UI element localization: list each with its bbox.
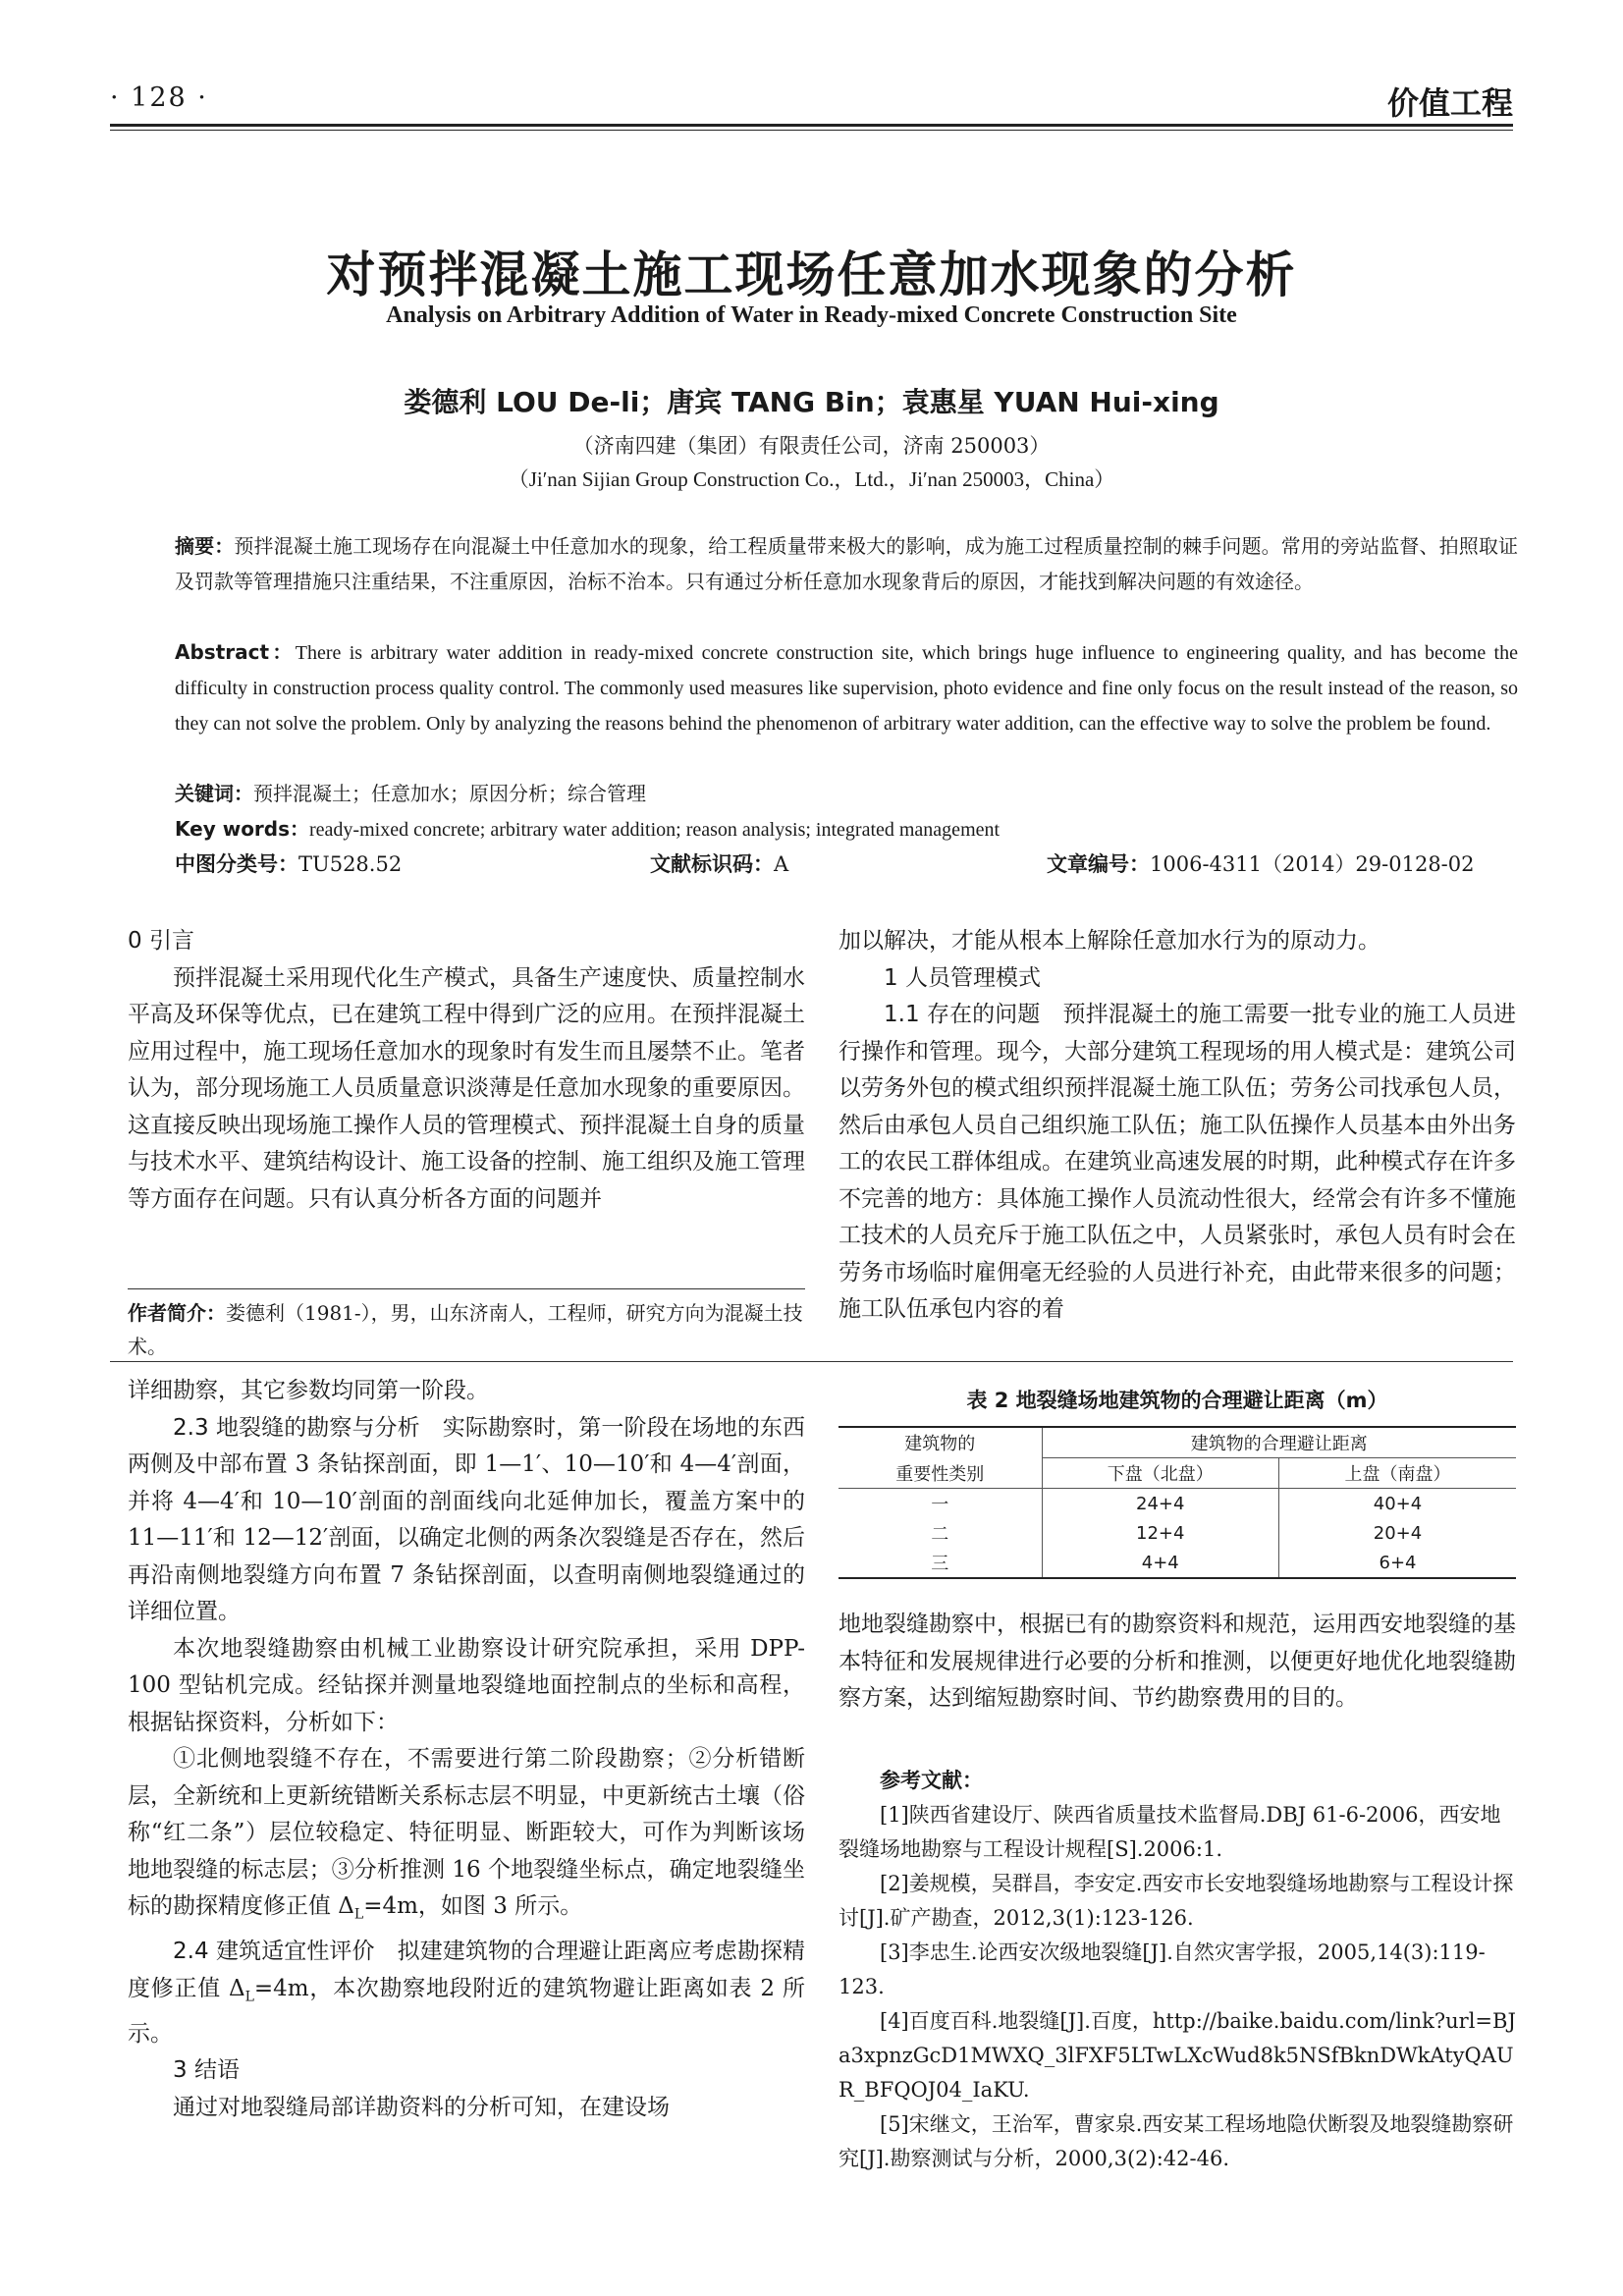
- table-row: 二 12+4 20+4: [839, 1518, 1516, 1548]
- abstract-english-text: There is arbitrary water addition in ready-mixed concrete construction site, which brings huge influence to engineering quality, and has become the difficulty in construction process quality control. The commonly used measures like supervision, photo evidence and fine only focus on the result instead of the reason, so they can not solve the problem. Only by analyzing the reasons behind the phenomenon of arbitrary water addition, can the effective way to solve the problem be found.: [175, 642, 1518, 735]
- body-right-upper: [839, 923, 1516, 1329]
- footnote-text: 娄德利（1981-），男，山东济南人，工程师，研究方向为混凝土技术。: [128, 1301, 803, 1358]
- table-header-down: 下盘（北盘）: [1042, 1458, 1279, 1489]
- paragraph-continued: 加以解决，才能从根本上解除任意加水行为的原动力。: [839, 928, 1380, 954]
- reference-item: [4]百度百科.地裂缝[J].百度，http://baike.baidu.com/link?url=BJa3xpnzGcD1MWXQ_3lFXF5LTwLXcWud8k5NSfBknDWkAtyQAUR_BFQOJ04_IaKU.: [839, 2009, 1516, 2102]
- abstract-chinese-label: 摘要：: [175, 534, 235, 558]
- table-2: [839, 1426, 1516, 1579]
- affiliation-chinese: （济南四建（集团）有限责任公司，济南 250003）: [572, 434, 1051, 458]
- section-heading-intro: 0 引言: [128, 928, 194, 954]
- paragraph-analysis: ①北侧地裂缝不存在，不需要进行第二阶段勘察；②分析错断层，全新统和上更新统错断关系标志层不明显，中更新统古土壤（俗称“红二条”）层位较稳定、特征明显、断距较大，可作为判断该场地地裂缝的标志层；③分析推测 16 个地裂缝坐标点，确定地裂缝坐标的勘探精度修正值 $\Delta_L=4m$，如图 3 所示。: [128, 1746, 805, 1923]
- reference-item: [2]姜规模，吴群昌，李安定.西安市长安地裂缝场地勘察与工程设计探讨[J].矿产勘查，2012,3(1):123-126.: [839, 1872, 1514, 1930]
- header-rule: [110, 124, 1513, 127]
- references: [839, 1764, 1516, 2176]
- paragraph-2-3-lead: 2.3 地裂缝的勘察与分析: [173, 1414, 420, 1441]
- section-heading-staff: 1 人员管理模式: [884, 964, 1041, 991]
- affiliation-english: （Ji′nan Sijian Group Construction Co.，Ltd.，Ji′nan 250003，China）: [508, 467, 1115, 491]
- keywords-english-label: Key words：: [175, 817, 310, 841]
- keywords-english-text: ready-mixed concrete; arbitrary water addition; reason analysis; integrated management: [309, 819, 1001, 841]
- body-left-lower: [128, 1373, 805, 2126]
- keywords-english: [175, 811, 1518, 847]
- journal-name: 价值工程: [1386, 84, 1513, 122]
- table-header-category-b: 重要性类别: [839, 1458, 1042, 1489]
- paragraph-continued-lower: 详细勘察，其它参数均同第一阶段。: [128, 1378, 489, 1403]
- table-header-group: 建筑物的合理避让距离: [1042, 1427, 1516, 1458]
- keywords-chinese-text: 预拌混凝土；任意加水；原因分析；综合管理: [253, 782, 646, 805]
- page-number: · 128 ·: [110, 82, 208, 113]
- abstract-chinese-text: 预拌混凝土施工现场存在向混凝土中任意加水的现象，给工程质量带来极大的影响，成为施工过程质量控制的棘手问题。常用的旁站监督、拍照取证及罚款等管理措施只注重结果，不注重原因，治标不治本。只有通过分析任意加水现象背后的原因，才能找到解决问题的有效途径。: [175, 534, 1519, 593]
- paper-title-english: Analysis on Arbitrary Addition of Water in Ready-mixed Concrete Construction Site: [386, 302, 1237, 328]
- table-header-up: 上盘（南盘）: [1279, 1458, 1517, 1489]
- footnote-label: 作者简介：: [128, 1301, 226, 1325]
- references-heading: 参考文献：: [880, 1769, 983, 1792]
- reference-item: [5]宋继文，王治军，曹家泉.西安某工程场地隐伏断裂及地裂缝勘察研究[J].勘察测试与分析，2000,3(2):42-46.: [839, 2112, 1514, 2170]
- reference-item: [3]李忠生.论西安次级地裂缝[J].自然灾害学报，2005,14(3):119-123.: [839, 1941, 1486, 1998]
- document-code: 文献标识码：A: [650, 852, 789, 876]
- body-right-lower: [839, 1607, 1516, 1718]
- keywords-chinese: [175, 776, 1518, 811]
- paragraph-2-3: 2.3 地裂缝的勘察与分析 实际勘察时，第一阶段在场地的东西两侧及中部布置 3 条钻探剖面，即 1—1′、10—10′和 4—4′剖面，并将 4—4′和 10—10′剖面的剖面线向北延伸加长，覆盖方案中的 11—11′和 12—12′剖面，以确定北侧的两条次裂缝是否存在，然后再沿南侧地裂缝方向布置 7 条钻探剖面，以查明南侧地裂缝通过的详细位置。: [128, 1414, 806, 1624]
- section-divider: [110, 1361, 1513, 1362]
- paragraph-2-4-lead: 2.4 建筑适宜性评价: [173, 1939, 375, 1965]
- header-rule-thin: [110, 130, 1513, 131]
- paragraph-1-1-lead: 1.1 存在的问题: [884, 1002, 1041, 1027]
- footnote-rule: [128, 1288, 805, 1289]
- paper-title: 对预拌混凝土施工现场任意加水现象的分析: [326, 246, 1297, 303]
- keywords-chinese-label: 关键词：: [175, 782, 253, 805]
- article-number: 文章编号：1006-4311（2014）29-0128-02: [1047, 852, 1475, 876]
- intro-paragraph: 预拌混凝土采用现代化生产模式，具备生产速度快、质量控制水平高及环保等优点，已在建筑工程中得到广泛的应用。在预拌混凝土应用过程中，施工现场任意加水的现象时有发生而且屡禁不止。笔者认为，部分现场施工人员质量意识淡薄是任意加水现象的重要原因。这直接反映出现场施工操作人员的管理模式、预拌混凝土自身的质量与技术水平、建筑结构设计、施工设备的控制、施工组织及施工管理等方面存在问题。只有认真分析各方面的问题并: [128, 964, 805, 1212]
- reference-item: [1]陕西省建设厅、陕西省质量技术监督局.DBJ 61-6-2006，西安地裂缝场地勘察与工程设计规程[S].2006:1.: [839, 1803, 1501, 1861]
- author-footnote: [128, 1296, 805, 1363]
- body-left-upper: [128, 923, 805, 1218]
- paragraph-survey: 本次地裂缝勘察由机械工业勘察设计研究院承担，采用 DPP-100 型钻机完成。经钻探并测量地裂缝地面控制点的坐标和高程，根据钻探资料，分析如下：: [128, 1635, 805, 1735]
- clc-number: 中图分类号：TU528.52: [175, 852, 403, 876]
- section-heading-conclusion: 3 结语: [173, 2057, 240, 2084]
- paragraph-1-1: 1.1 存在的问题 预拌混凝土的施工需要一批专业的施工人员进行操作和管理。现今，大部分建筑工程现场的用人模式是：建筑公司以劳务外包的模式组织预拌混凝土施工队伍；劳务公司找承包人员，然后由承包人员自己组织施工队伍；施工队伍操作人员基本由外出务工的农民工群体组成。在建筑业高速发展的时期，此种模式存在许多不完善的地方：具体施工操作人员流动性很大，经常会有许多不懂施工技术的人员充斥于施工队伍之中，人员紧张时，承包人员有时会在劳务市场临时雇佣毫无经验的人员进行补充，由此带来很多的问题；施工队伍承包内容的着: [839, 1002, 1517, 1322]
- conclusion-paragraph: 通过对地裂缝局部详勘资料的分析可知，在建设场: [173, 2094, 670, 2120]
- table-row: 一 24+4 40+4: [839, 1489, 1516, 1519]
- conclusion-continued: 地地裂缝勘察中，根据已有的勘察资料和规范，运用西安地裂缝的基本特征和发展规律进行必要的分析和推测，以便更好地优化地裂缝勘察方案，达到缩短勘察时间、节约勘察费用的目的。: [839, 1612, 1516, 1711]
- abstract-chinese: [175, 528, 1518, 599]
- abstract-english-label: Abstract：: [175, 640, 296, 664]
- paragraph-2-4: 2.4 建筑适宜性评价 拟建建筑物的合理避让距离应考虑勘探精度修正值 $\Delta_L=4m$，本次勘察地段附近的建筑物避让距离如表 2 所示。: [128, 1939, 806, 2047]
- table-2-title: 表 2 地裂缝场地建筑物的合理避让距离（m）: [966, 1389, 1388, 1412]
- table-row: 三 4+4 6+4: [839, 1548, 1516, 1578]
- table-header-category-a: 建筑物的: [839, 1427, 1042, 1458]
- authors: 娄德利 LOU De-li；唐宾 TANG Bin；袁惠星 YUAN Hui-xing: [404, 386, 1219, 418]
- abstract-english: [175, 634, 1518, 741]
